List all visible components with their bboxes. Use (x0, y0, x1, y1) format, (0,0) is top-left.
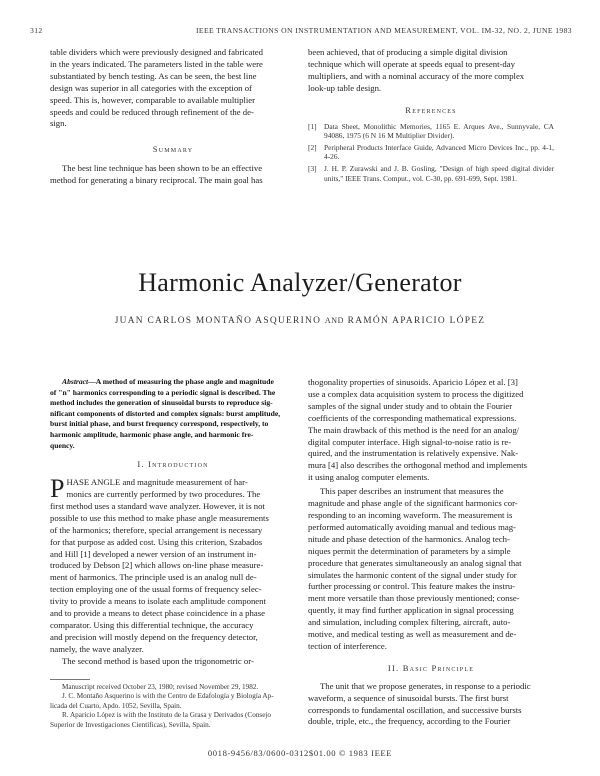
text-line: possible to use this method to make phase angle measurements (50, 512, 269, 523)
abstract-line: nificant components of distorted and complex signals: burst amplitude, (50, 408, 281, 418)
footnote-line: R. Aparicio López is with the Instituto de la Grasa y Derivados (Consejo (62, 711, 271, 720)
introduction-paragraph (50, 474, 296, 668)
copyright-line: 0018-9456/83/0600-0312$01.00 © 1983 IEEE (207, 748, 393, 758)
references-heading: References (405, 104, 457, 115)
text-line: samples of the signal under study and to obtain the Fourier (308, 400, 513, 411)
text-line: double, triple, etc., the frequency, according to the Fourier (308, 716, 511, 727)
article-paragraph (308, 486, 554, 653)
text-line: waveform, a sequence of sinusoidal bursts. The first burst (308, 692, 509, 703)
text-line: tection employing one of the usual forms of frequency selec- (50, 584, 262, 595)
text-line: simulates the harmonic content of the signal under study for (308, 569, 517, 580)
text-line: coefficients of the corresponding mathematical expressions. (308, 412, 517, 423)
author-conjunction: AND (324, 316, 344, 325)
text-line: performed automatically avoiding manual and tedious mag- (308, 521, 516, 532)
running-head (30, 26, 572, 38)
text-line: thogonality properties of sinusoids. Aparicio López et al. [3] (308, 377, 518, 387)
text-line: sign. (50, 118, 67, 129)
text-line: and precision will mostly depend on the frequency detector, (50, 631, 258, 642)
footnote-line: Superior de Investigaciones Científicas), Sevilla, Spain. (50, 720, 211, 729)
text-line: and Hill [1] developed a newer version of an instrument in- (50, 548, 257, 559)
abstract-label: Abstract (62, 377, 89, 386)
footnote-line: licada del Cuarto, Apdo. 1052, Sevilla, Spain. (50, 701, 182, 710)
text-line: troduced by Debson [2] which allows on-line phase measure- (50, 560, 264, 571)
text-line: and to provide a means to detect phase coincidence in a phase (50, 608, 265, 619)
reference-text: Data Sheet, Monolithic Memories, 1165 E. Arques Ave., Sunnyvale, CA 94086, 1975 (6 N 16 M Multiplier Divider). (324, 121, 554, 141)
text-line: motive, and medical testing as well as measurement and de- (308, 629, 517, 640)
abstract-line: quency. (50, 440, 75, 450)
abstract (50, 377, 296, 451)
reference-text: J. H. P. Zurawski and J. B. Gosling, "Design of high speed digital divider units," IEEE Trans. Comput., vol. C-30, pp. 691-699, Sept. 1981. (324, 163, 554, 183)
reference-number: [1] (308, 121, 317, 131)
text-line: look-up table design. (308, 82, 382, 93)
basic-principle-heading: II. Basic Principle (387, 662, 475, 673)
reference-item (308, 122, 554, 141)
text-line: method for generating a binary reciprocal. The main goal has (50, 175, 263, 186)
author-2: RAMÓN APARICIO LÓPEZ (347, 316, 486, 326)
references-list (308, 122, 554, 184)
text-line: for that purpose as added cost. Using this criterion, Szabados (50, 536, 263, 547)
text-line: first method uses a standard wave analyzer. However, it is not (50, 500, 265, 511)
introduction-heading: I. Introduction (137, 459, 209, 470)
text-line: monics are currently performed by two procedures. The (66, 488, 261, 499)
article-paragraph (308, 681, 554, 729)
page-number: 312 (30, 26, 43, 35)
text-line: The second method is based upon the trigonometric or- (62, 655, 254, 666)
reference-item (308, 143, 554, 162)
footnote-rule (50, 679, 90, 680)
text-line: technique which will operate at speeds equal to present-day (308, 58, 515, 69)
abstract-line: method includes the generation of sinusoidal bursts to reproduce sig- (50, 398, 273, 408)
text-line: use a complex data acquisition system to process the digitized (308, 388, 524, 399)
text-line: it using analog computer elements. (308, 472, 430, 483)
article-right-column (308, 377, 554, 728)
reference-text: Peripheral Products Interface Guide, Advanced Micro Devices Inc., pp. 4-1, 4-26. (324, 142, 554, 162)
text-line: The unit that we propose generates, in response to a periodic (320, 680, 531, 691)
text-line: quired, and the instrumentation is relatively expensive. Nak- (308, 448, 519, 459)
text-line: HASE ANGLE and magnitude measurement of har- (66, 477, 248, 488)
text-line: comparator. Using this differential technique, the accuracy (50, 619, 254, 630)
footnote-line: J. C. Montaño Asquerino is with the Centro de Edafología y Biología Ap- (62, 692, 274, 701)
reference-number: [3] (308, 163, 317, 173)
text-line: quently, it may find further application in signal processing (308, 605, 514, 616)
text-line: tection of interference. (308, 640, 387, 651)
text-line: digital computer interface. High signal-to-noise ratio is re- (308, 436, 512, 447)
journal-header: IEEE TRANSACTIONS ON INSTRUMENTATION AND MEASUREMENT, VOL. IM-32, NO. 2, JUNE 1983 (195, 26, 572, 35)
text-line: namely, the wave analyzer. (50, 643, 144, 654)
text-line: This paper describes an instrument that measures the (320, 486, 504, 497)
footnote-line: Manuscript received October 23, 1980; revised November 29, 1982. (62, 683, 259, 691)
prev-article-paragraph (50, 47, 296, 130)
text-line: speed. This is, however, comparable to available multiplier (50, 94, 256, 105)
abstract-line: Abstract—A method of measuring the phase angle and magnitude (62, 377, 274, 386)
text-line: procedure that generates simultaneously an analog signal that (308, 557, 522, 568)
summary-paragraph (50, 163, 296, 187)
abstract-line: burst initial phase, and burst frequency correspond, respectively, to (50, 419, 269, 429)
text-line: ment more versatile than those previously mentioned; conse- (308, 593, 520, 604)
author-1: JUAN CARLOS MONTAÑO ASQUERINO (114, 316, 322, 326)
text-line: table dividers which were previously designed and fabricated (50, 47, 264, 57)
text-line: further processing or control. This feature makes the instru- (308, 581, 516, 592)
article-paragraph (308, 377, 554, 484)
abstract-line: of "n" harmonics corresponding to a periodic signal is described. The (50, 387, 276, 397)
text-line: substantiated by bench testing. As can be seen, the best line (50, 70, 257, 81)
text-line: magnitude and phase angle of the significant harmonics cor- (308, 498, 518, 509)
reference-number: [2] (308, 142, 317, 152)
text-line: responding to an incoming waveform. The measurement is (308, 509, 513, 520)
article-title: Harmonic Analyzer/Generator (138, 268, 462, 297)
text-line: and simulation, including complex filtering, aircraft, auto- (308, 617, 511, 628)
prev-article-left-column (50, 47, 296, 187)
abstract-line: harmonic amplitude, harmonic phase angle, and harmonic fre- (50, 429, 254, 439)
footnotes (50, 683, 298, 730)
text-line: niques permit the determination of parameters by a simple (308, 545, 511, 556)
text-line: been achieved, that of producing a simple digital division (308, 47, 508, 57)
drop-cap: P (50, 474, 65, 504)
text-line: nitude and phase detection of the harmonics. Analog tech- (308, 533, 510, 544)
summary-heading: Summary (152, 144, 194, 155)
prev-article-right-column (308, 47, 554, 185)
text-line: tivity to provide a means to isolate each amplitude component (50, 596, 266, 607)
text-line: mura [4] also describes the orthogonal method and implements (308, 460, 528, 471)
article-left-column (50, 377, 296, 668)
text-line: in the years indicated. The parameters listed in the table were (50, 58, 263, 69)
text-line: multipliers, and with a nominal accuracy of the more complex (308, 70, 525, 81)
text-line: corresponds to fundamental oscillation, and successive bursts (308, 704, 522, 715)
text-line: ment of harmonics. The principle used is an analog null de- (50, 572, 257, 583)
reference-item (308, 164, 554, 183)
prev-article-paragraph (308, 47, 554, 95)
text-line: The best line technique has been shown to be an effective (62, 163, 263, 174)
article-authors (0, 316, 600, 326)
text-line: speeds and could be reduced through refinement of the de- (50, 106, 254, 117)
text-line: The main drawback of this method is the need for an analog/ (308, 424, 520, 435)
text-line: design was superior in all categories with the exception of (50, 82, 252, 93)
text-line: of the harmonics; therefore, special arrangement is necessary (50, 524, 263, 535)
